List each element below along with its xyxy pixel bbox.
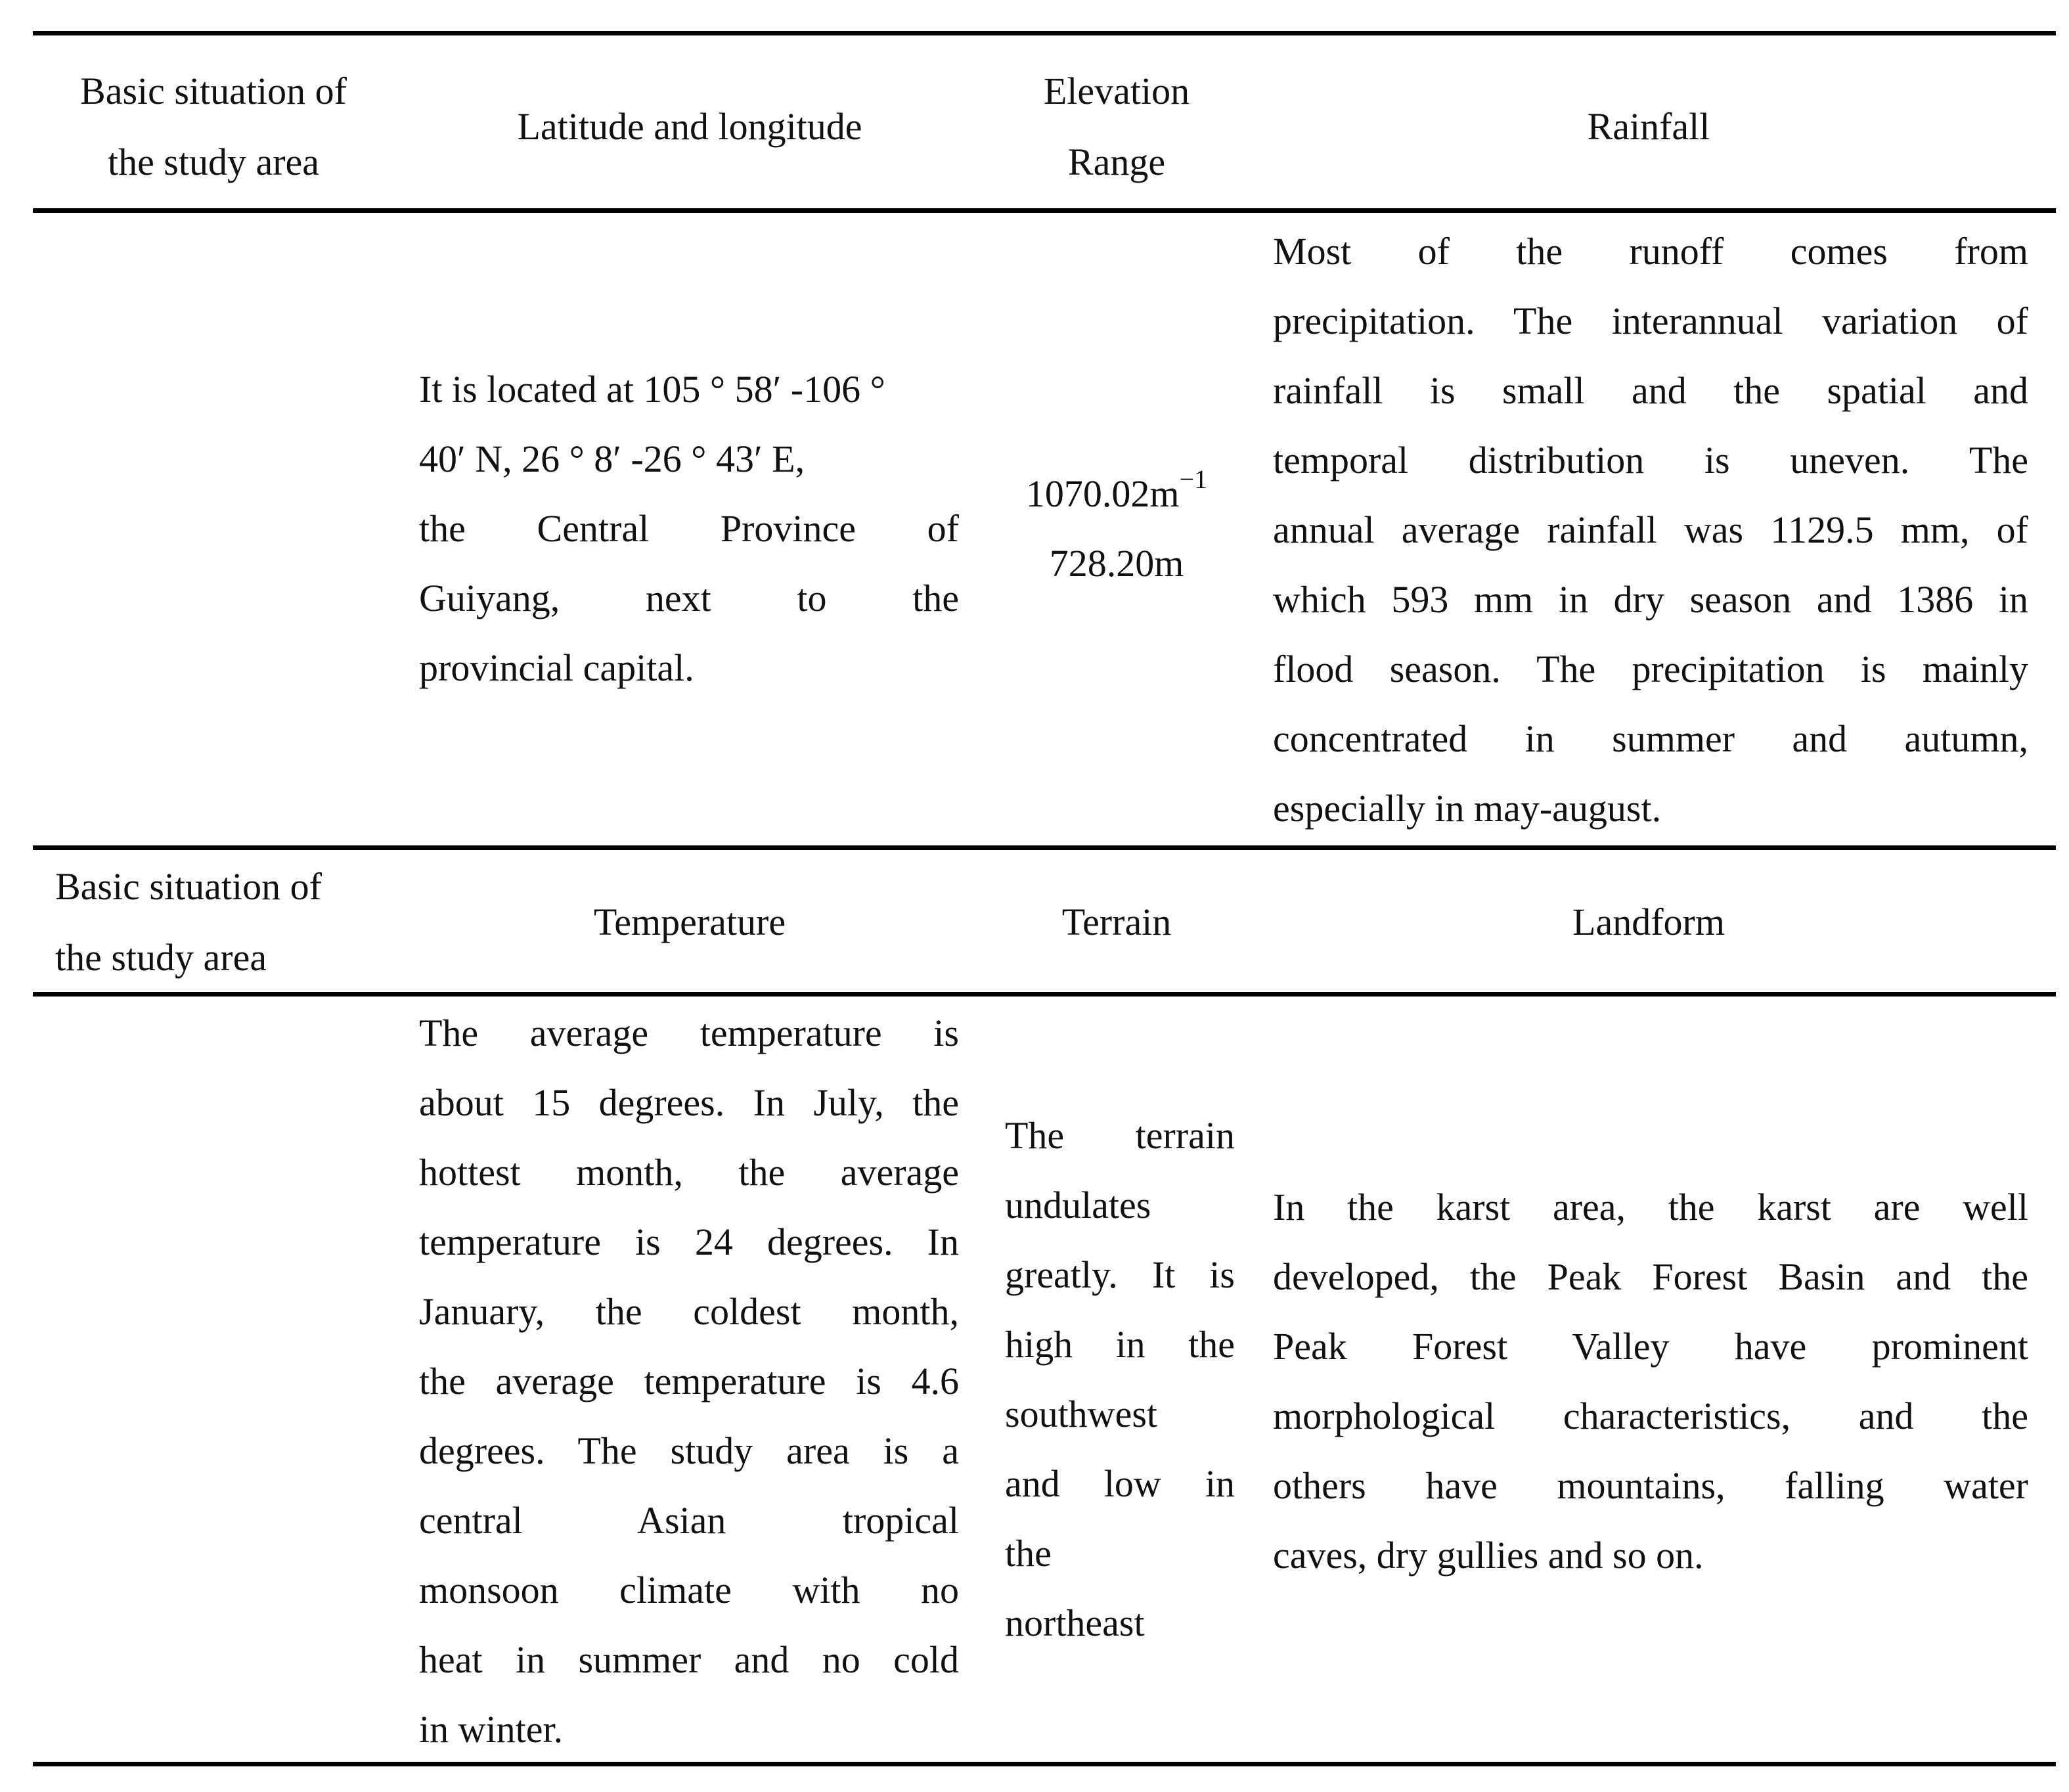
row2-col2-line10: heat in summer and no cold <box>419 1638 959 1681</box>
header1-col1-line1: Basic situation of <box>80 70 347 112</box>
row1-col3-line2: 728.20m <box>1049 542 1184 585</box>
top-rule <box>33 31 2056 35</box>
row2-col2-line6: the average temperature is 4.6 <box>419 1360 959 1402</box>
row1-col2-line1: It is located at 105 ° 58′ -106 ° <box>419 368 885 411</box>
header1-bottom-rule <box>33 208 2056 213</box>
header2-col1-line1: Basic situation of <box>55 865 322 908</box>
header2-col3 <box>992 854 1241 991</box>
row1-col4-line8: concentrated in summer and autumn, <box>1273 717 2028 760</box>
elevation-max-superscript: −1 <box>1179 464 1208 494</box>
header1-col4 <box>1261 56 2036 198</box>
row1-bottom-rule <box>33 845 2056 850</box>
header1-col4-text: Rainfall <box>1587 105 1710 148</box>
row2-col3-line8: northeast <box>1005 1602 1145 1644</box>
header1-col1 <box>39 56 388 198</box>
row2-col2-line9: monsoon climate with no <box>419 1569 959 1611</box>
header2-col1-line2: the study area <box>55 936 267 979</box>
row2-col2-line3: hottest month, the average <box>419 1151 959 1194</box>
header2-col2 <box>407 854 972 991</box>
row2-col3-line4: high in the <box>1005 1323 1235 1366</box>
row1-col2-line3: the Central Province of <box>419 507 959 550</box>
row2-col3-line6: and low in <box>1005 1462 1235 1505</box>
row2-col2-line5: January, the coldest month, <box>419 1290 959 1333</box>
row2-col1 <box>39 1000 388 1756</box>
row2-col4 <box>1273 1173 2028 1593</box>
header2-col4-text: Landform <box>1572 901 1725 943</box>
row2-col3-line5: southwest <box>1005 1393 1157 1435</box>
row2-col3-line1: The terrain <box>1005 1114 1235 1157</box>
row2-col2-line1: The average temperature is <box>419 1012 959 1054</box>
row1-col4-line7: flood season. The precipitation is mainly <box>1273 648 2028 690</box>
header1-col3 <box>992 56 1241 198</box>
row1-col4-line1: Most of the runoff comes from <box>1273 230 2028 273</box>
row1-col2-line4: Guiyang, next to the <box>419 577 959 619</box>
header1-col1-line2: the study area <box>107 141 320 183</box>
row2-col2-line7: degrees. The study area is a <box>419 1429 959 1472</box>
header1-col3-line1: Elevation <box>1043 70 1190 112</box>
row2-col3-line3: greatly. It is <box>1005 1253 1235 1296</box>
row2-col4-line3: Peak Forest Valley have prominent <box>1273 1325 2028 1368</box>
elevation-max-value: 1070.02m <box>1025 472 1180 515</box>
row2-col3-line7: the <box>1005 1532 1052 1575</box>
row1-col4-line2: precipitation. The interannual variation of <box>1273 300 2028 342</box>
header2-col2-text: Temperature <box>593 901 786 943</box>
header2-col4 <box>1261 854 2036 991</box>
row1-col4-line9: especially in may-august. <box>1273 787 1662 830</box>
row1-col4-line5: annual average rainfall was 1129.5 mm, of <box>1273 508 2028 551</box>
header1-col2-text: Latitude and longitude <box>517 105 862 148</box>
header2-col3-text: Terrain <box>1061 901 1172 943</box>
header2-col1 <box>55 854 397 991</box>
row2-col4-line6: caves, dry gullies and so on. <box>1273 1534 1704 1577</box>
row1-col4-line4: temporal distribution is uneven. The <box>1273 439 2028 482</box>
row2-col2-line4: temperature is 24 degrees. In <box>419 1221 959 1263</box>
row2-col4-line4: morphological characteristics, and the <box>1273 1395 2028 1437</box>
row2-col3 <box>1005 998 1235 1760</box>
row1-col4 <box>1273 217 2028 841</box>
row2-col2-line2: about 15 degrees. In July, the <box>419 1081 959 1124</box>
row1-col4-line6: which 593 mm in dry season and 1386 in <box>1273 578 2028 621</box>
row2-col2-line8: central Asian tropical <box>419 1499 959 1542</box>
row2-col3-line2: undulates <box>1005 1184 1151 1226</box>
row1-col3 <box>992 217 1241 841</box>
row1-col3-line1 <box>1026 459 1207 529</box>
header1-col3-line2: Range <box>1067 141 1166 183</box>
row1-col1 <box>39 217 388 841</box>
row1-col4-line3: rainfall is small and the spatial and <box>1273 369 2028 412</box>
header1-col2 <box>407 56 972 198</box>
row2-col4-line2: developed, the Peak Forest Basin and the <box>1273 1255 2028 1298</box>
row2-col2 <box>419 998 959 1760</box>
header2-bottom-rule <box>33 992 2056 997</box>
row1-col2-line2: 40′ N, 26 ° 8′ -26 ° 43′ E, <box>419 437 805 480</box>
row2-col4-line5: others have mountains, falling water <box>1273 1464 2028 1507</box>
row2-col4-line1: In the karst area, the karst are well <box>1273 1186 2028 1228</box>
bottom-rule <box>33 1762 2056 1766</box>
row1-col2-line5: provincial capital. <box>419 646 694 689</box>
row2-col2-line11: in winter. <box>419 1708 564 1751</box>
row1-col2 <box>419 217 959 841</box>
